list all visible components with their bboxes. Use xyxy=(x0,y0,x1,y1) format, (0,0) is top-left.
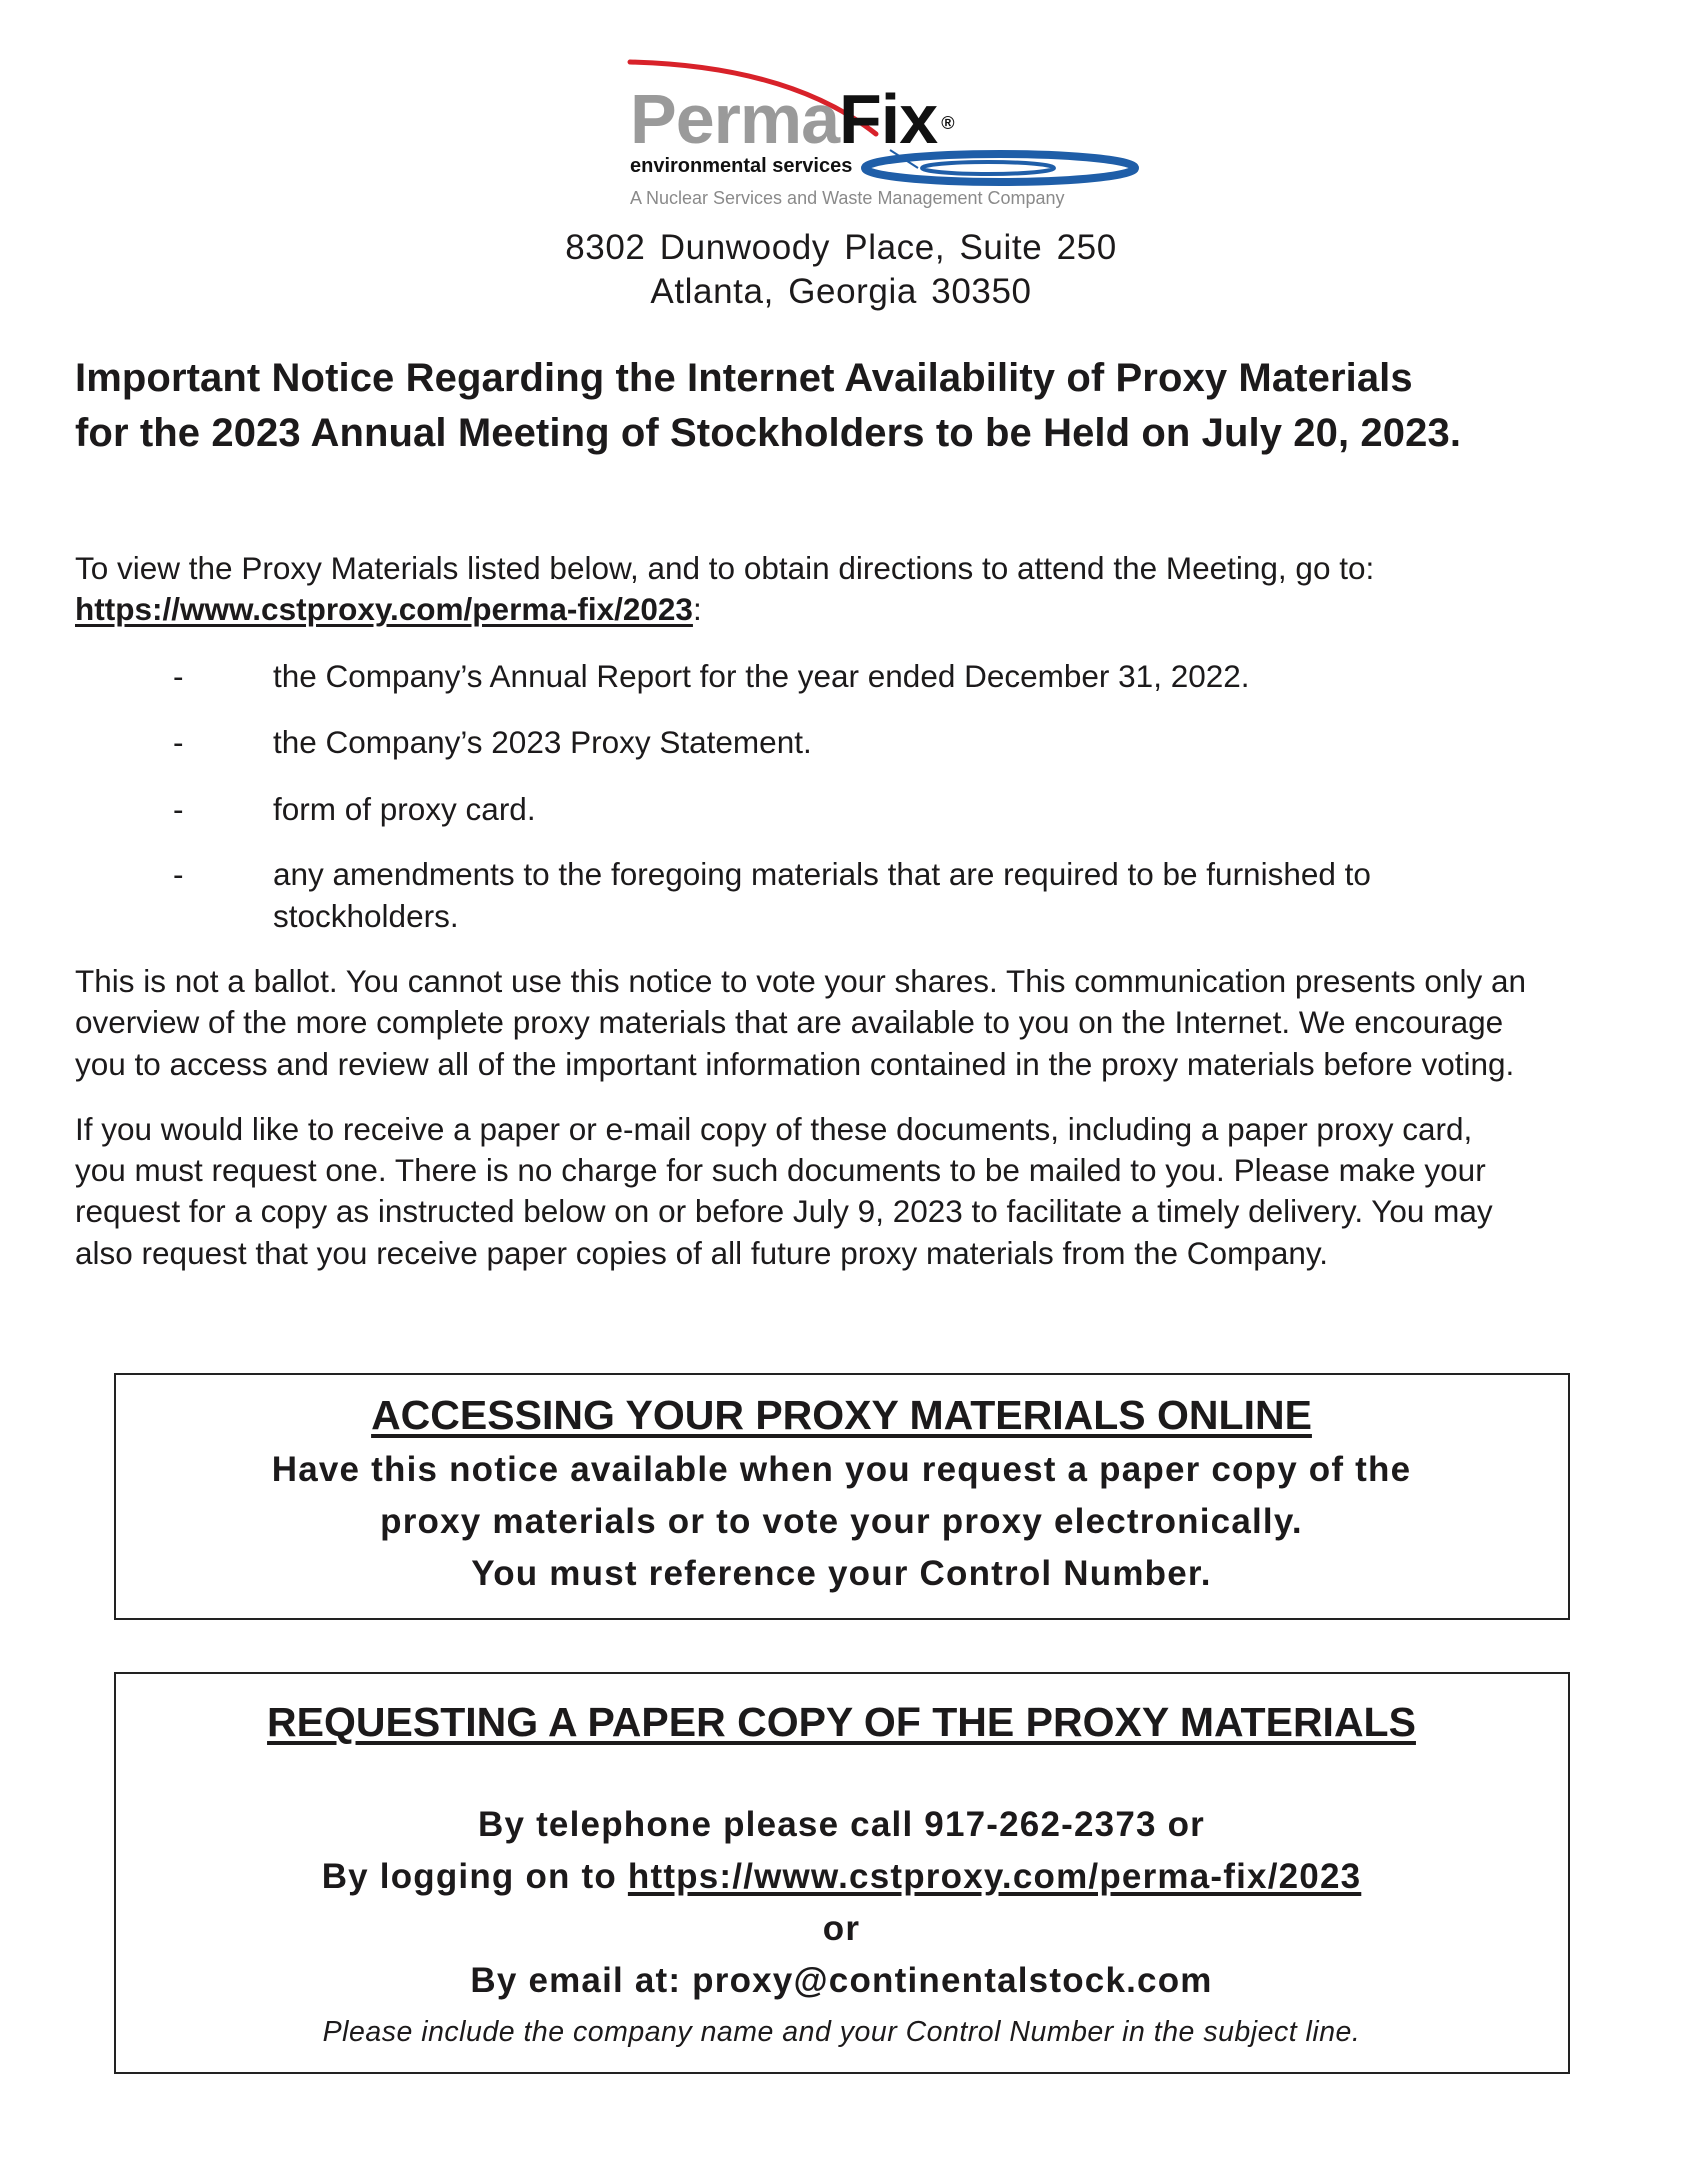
accessing-online-line: Have this notice available when you request a paper copy of the xyxy=(271,1450,1412,1489)
logo-ellipse-outer xyxy=(865,154,1135,182)
logo-brand xyxy=(630,80,954,158)
paper-paragraph-line: also request that you receive paper copies of all future proxy materials from the Company. xyxy=(75,1235,1329,1271)
paper-paragraph-line: you must request one. There is no charge for such documents to be mailed to you. Please make your xyxy=(75,1152,1486,1188)
registered-mark: ® xyxy=(941,113,955,133)
or-line: or xyxy=(822,1909,861,1948)
logo-brand-perma: Perma xyxy=(630,80,840,158)
address-line-2: Atlanta, Georgia 30350 xyxy=(650,272,1032,311)
intro-url-suffix: : xyxy=(692,591,702,627)
list-marker: - xyxy=(173,658,184,694)
list-marker: - xyxy=(173,724,184,760)
list-marker: - xyxy=(173,791,184,827)
logo-subtitle: environmental services xyxy=(630,155,853,177)
intro-url-line xyxy=(75,589,702,631)
accessing-online-heading: ACCESSING YOUR PROXY MATERIALS ONLINE xyxy=(371,1392,1312,1438)
paper-request-link[interactable]: https://www.cstproxy.com/perma-fix/2023 xyxy=(627,1857,1362,1896)
logo-tagline: A Nuclear Services and Waste Management Company xyxy=(630,188,1065,208)
list-item-amendments-cont: stockholders. xyxy=(273,898,459,934)
intro-text: To view the Proxy Materials listed below, and to obtain directions to attend the Meeting, go to: xyxy=(75,550,1375,586)
requesting-paper-heading: REQUESTING A PAPER COPY OF THE PROXY MATERIALS xyxy=(267,1699,1416,1745)
list-item-proxy-statement: the Company’s 2023 Proxy Statement. xyxy=(273,724,812,760)
list-marker: - xyxy=(173,856,184,892)
paper-paragraph-line: request for a copy as instructed below on or before July 9, 2023 to facilitate a timely delivery. You may xyxy=(75,1193,1493,1229)
proxy-materials-link[interactable]: https://www.cstproxy.com/perma-fix/2023 xyxy=(75,591,693,627)
logo-ellipse-inner xyxy=(922,162,1054,174)
list-item-amendments: any amendments to the foregoing materials that are required to be furnished to xyxy=(273,856,1371,892)
ballot-paragraph-line: This is not a ballot. You cannot use this notice to vote your shares. This communication presents only an xyxy=(75,963,1526,999)
logo-brand-fix: Fix xyxy=(839,80,938,158)
web-line xyxy=(114,1851,1569,1903)
list-item-annual-report: the Company’s Annual Report for the year ended December 31, 2022. xyxy=(273,658,1250,694)
telephone-line: By telephone please call 917-262-2373 or xyxy=(478,1805,1205,1844)
ballot-paragraph-line: overview of the more complete proxy materials that are available to you on the Internet. We encourage xyxy=(75,1004,1504,1040)
list-item-proxy-card: form of proxy card. xyxy=(273,791,536,827)
subject-line-note: Please include the company name and your Control Number in the subject line. xyxy=(322,2016,1361,2048)
ballot-paragraph-line: you to access and review all of the important information contained in the proxy materials before voting. xyxy=(75,1046,1515,1082)
notice-title-line-1: Important Notice Regarding the Internet Availability of Proxy Materials xyxy=(75,356,1413,400)
accessing-online-line: proxy materials or to vote your proxy electronically. xyxy=(380,1502,1303,1541)
notice-title-line-2: for the 2023 Annual Meeting of Stockholders to be Held on July 20, 2023. xyxy=(75,411,1462,455)
accessing-online-line: You must reference your Control Number. xyxy=(471,1554,1212,1593)
company-logo xyxy=(600,50,1140,220)
web-prefix: By logging on to xyxy=(321,1857,628,1896)
email-line: By email at: proxy@continentalstock.com xyxy=(470,1961,1213,2000)
address-line-1: 8302 Dunwoody Place, Suite 250 xyxy=(565,228,1117,267)
paper-paragraph-line: If you would like to receive a paper or e-mail copy of these documents, including a paper proxy card, xyxy=(75,1111,1473,1147)
